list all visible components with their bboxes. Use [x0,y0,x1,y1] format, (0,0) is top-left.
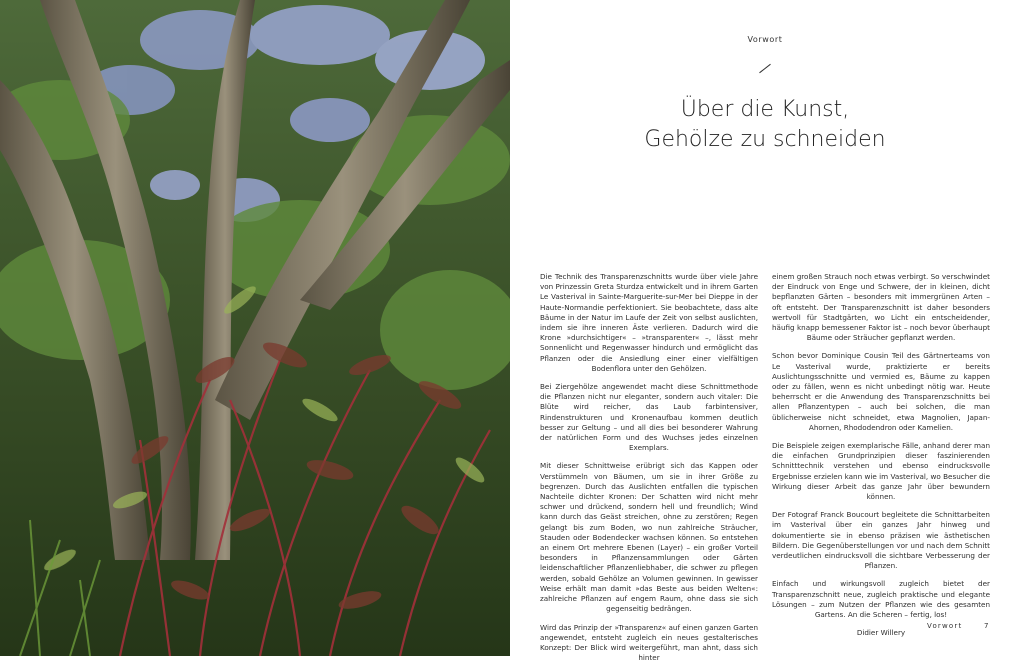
paragraph: Die Beispiele zeigen exemplarische Fälle, anhand derer man die einfachen Grundprinzipien dieser faszinierenden Schnitttechnik verstehen und ebenso eindrucksvolle Ergebnisse erzielen kann wie im Vasterival, wo Besucher die Wirkung dieser Arbeit das ganze Jahr über bewundern können. [772,441,990,502]
paragraph: Bei Ziergehölze angewendet macht diese Schnittmethode die Pflanzen nicht nur eleganter, sondern auch vitaler: Die Blüte wird reicher, das Laub farbintensiver, Rindenstrukturen und Kronenaufbau kommen deutlich besser zur Geltung – und all dies bei besonderer Wahrung der natürlichen Form und des Wuchses jedes einzelnen Exemplars. [540,382,758,453]
paragraph: Der Fotograf Franck Boucourt begleitete die Schnittarbeiten im Vasterival über ein ganzes Jahr hinweg und dokumentierte sie in ebenso präzisen wie ästhetischen Bildern. Die Gegenüberstellungen vor und nach dem Schnitt verdeutlichen eindrucksvoll die sichtbare Verbesserung der Pflanzen. [772,510,990,571]
title-line-2: Gehölze zu schneiden [644,127,886,152]
paragraph: Einfach und wirkungsvoll zugleich bietet der Transparenzschnitt neue, zugleich praktische und elegante Lösungen – zum Nutzen der Pflanzen wie des gesamten Gartens. An die Scheren – fertig, los! [772,579,990,620]
paragraph: Schon bevor Dominique Cousin Teil des Gärtnerteams von Le Vasterival wurde, praktizierte er bereits Auslichtungsschnitte und vermied es, Bäume zu kappen oder zu fällen, wenn es nicht unbedingt nötig war. Heute beherrscht er die Anwendung des Transparenzschnitts bei allen Pflanzentypen – auch bei solchen, die man üblicherweise nicht schneidet, etwa Magnolien, Japan-Ahornen, Rhododendron oder Kamelien. [772,351,990,432]
running-head: Vorwort [927,622,963,630]
author-signature: Didier Willery [856,628,906,638]
garden-photo-image [0,0,510,656]
paragraph: einem großen Strauch noch etwas verbirgt. So verschwindet der Eindruck von Enge und Schwere, der in kleinen, dicht bepflanzten Gärten – besonders mit immergrünen Arten – oft entsteht. Der Transparenzschnitt ist daher besonders wertvoll für Stadtgärten, wo Licht ein entscheidender, häufig knapp bemessener Faktor ist – noch bevor überhaupt Bäume oder Sträucher gepflanzt werden. [772,272,990,343]
page-title [510,95,1020,155]
text-column-left [540,272,758,671]
paragraph: Die Technik des Transparenzschnitts wurde über viele Jahre von Prinzessin Greta Sturdza entwickelt und in ihrem Garten Le Vasterival in Sainte-Marguerite-sur-Mer bei Dieppe in der Haute-Normandie perfektioniert. Sie beobachtete, dass alte Bäume in der Natur im Laufe der Zeit von selbst auslichten, indem sie ihre inneren Äste verlieren. Dadurch wird die Krone »durchsichtiger« – »transparenter« –, lässt mehr Sonnenlicht und Regenwasser hindurch und ermöglicht das Pflanzen oder die Ansiedlung einer einer vielfältigen Bodenflora unter den Gehölzen. [540,272,758,373]
title-line-1: Über die Kunst, [680,97,850,122]
decorative-slash [759,64,771,73]
paragraph: Wird das Prinzip der »Transparenz« auf einen ganzen Garten angewendet, entsteht zugleich ein neues gestalterisches Konzept: Der Blick wird weitergeführt, man ahnt, dass sich hinter [540,622,758,663]
page-number: 7 [984,622,989,630]
section-kicker: Vorwort [747,35,783,44]
text-column-right [772,272,990,647]
text-page [510,0,1020,663]
garden-photo [0,0,510,656]
paragraph: Mit dieser Schnittweise erübrigt sich das Kappen oder Verstümmeln von Bäumen, um sie in ihrer Größe zu begrenzen. Durch das Auslichten entfallen die typischen Nachteile dichter Kronen: Der Schatten wird nicht mehr schwer und drückend, sondern hell und freundlich; Wind kann durch das Geäst streichen, ohne zu zerstören; Regen gelangt bis zum Boden, wo nun zahlreiche Sträucher, Stauden oder Bodendecker wachsen können. So entstehen an einem Ort mehrere Ebenen (Layer) – ein großer Vorteil besonders in Pflanzensammlungen oder Gärten leidenschaftlicher Pflanzenliebhaber, die schwer zu pflegen werden, sobald Gehölze an Volumen gewinnen. In gewisser Weise erhält man damit »das Beste aus beiden Welten«: zahlreiche Pflanzen auf engem Raum, ohne dass sie sich gegenseitig bedrängen. [540,461,758,614]
